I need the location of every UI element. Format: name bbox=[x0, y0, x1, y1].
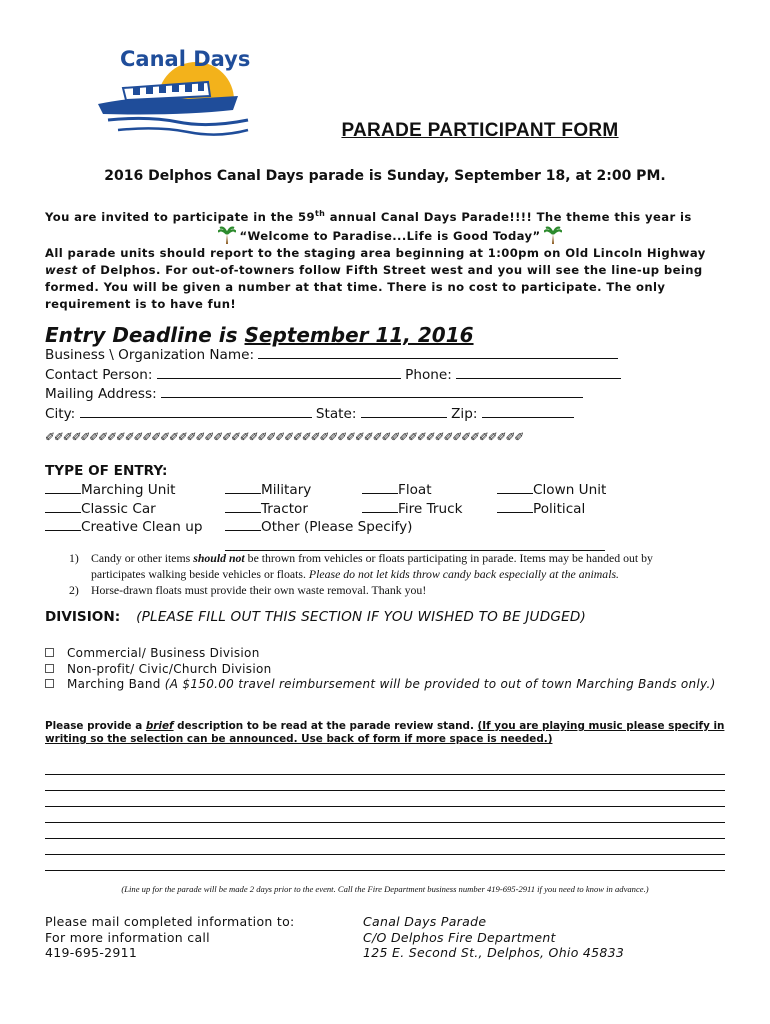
description-line[interactable] bbox=[45, 806, 725, 807]
note-text: Horse-drawn floats must provide their own waste removal. Thank you! bbox=[91, 583, 427, 597]
logo-text: Canal Days bbox=[120, 47, 251, 71]
division-option-label: Commercial/ Business Division bbox=[67, 646, 260, 660]
mailing-address bbox=[363, 914, 624, 961]
intro-text: All parade units should report to the staging area beginning at 1:00pm on Old Lincoln Highway bbox=[45, 245, 706, 260]
intro-sup: th bbox=[314, 209, 326, 218]
palm-tree-icon bbox=[544, 226, 562, 244]
division-heading bbox=[45, 609, 586, 625]
contact-person-field[interactable] bbox=[157, 365, 401, 379]
theme-text: “Welcome to Paradise...Life is Good Today” bbox=[239, 228, 541, 243]
instr-text: description to be read at the parade review stand bbox=[173, 720, 470, 732]
entry-option-label: Fire Truck bbox=[398, 500, 463, 517]
note-italic: Please do not let kids throw candy back especially at the animals. bbox=[308, 567, 620, 581]
entry-option-creative-clean-up[interactable] bbox=[45, 518, 202, 537]
description-instructions bbox=[45, 720, 745, 746]
description-line[interactable] bbox=[45, 822, 725, 823]
entry-option-label: Political bbox=[533, 500, 586, 517]
mailing-label: Mailing Address: bbox=[45, 386, 157, 402]
description-line[interactable] bbox=[45, 838, 725, 839]
instr-text: Please provide a bbox=[45, 720, 146, 732]
business-label: Business \ Organization Name: bbox=[45, 347, 255, 363]
address-line: Canal Days Parade bbox=[363, 914, 487, 929]
instr-emphasis: brief bbox=[145, 720, 174, 732]
phone-field[interactable] bbox=[456, 365, 621, 379]
division-option-commercial[interactable] bbox=[45, 646, 716, 662]
deadline-prefix: Entry Deadline is bbox=[45, 323, 245, 347]
intro-paragraph bbox=[45, 205, 735, 313]
note-emphasis: should not bbox=[193, 551, 245, 565]
entry-option-label: Creative Clean up bbox=[81, 519, 203, 535]
state-field[interactable] bbox=[361, 404, 447, 418]
entry-option-label: Other (Please Specify) bbox=[261, 519, 413, 535]
entry-option-label: Marching Unit bbox=[81, 482, 176, 498]
division-option-nonprofit[interactable] bbox=[45, 662, 716, 678]
entry-option-label: Clown Unit bbox=[533, 482, 607, 498]
entry-option-float[interactable] bbox=[362, 481, 462, 500]
entry-deadline bbox=[45, 323, 474, 347]
address-line: C/O Delphos Fire Department bbox=[363, 929, 556, 945]
entry-option-political[interactable] bbox=[497, 500, 606, 519]
description-line[interactable] bbox=[45, 854, 725, 855]
division-note: (PLEASE FILL OUT THIS SECTION IF YOU WISHED TO BE JUDGED) bbox=[136, 609, 587, 625]
phone-number: 419-695-2911 bbox=[45, 945, 138, 960]
business-name-field[interactable] bbox=[258, 345, 618, 359]
mail-instructions bbox=[45, 914, 295, 961]
intro-text: of Delphos. For out-of-towners follow Fifth Street west and you will see the line-up being bbox=[77, 262, 703, 277]
state-label: State: bbox=[315, 405, 357, 422]
zip-field[interactable] bbox=[482, 404, 574, 418]
city-label: City: bbox=[45, 405, 76, 422]
entry-option-marching-unit[interactable] bbox=[45, 481, 202, 500]
entry-option-other[interactable] bbox=[225, 518, 605, 537]
note-text: participates walking beside vehicles or floats. bbox=[91, 567, 309, 581]
intro-text: formed. You will be given a number at that time. There is no cost to participate. The only bbox=[45, 279, 666, 294]
division-options bbox=[45, 646, 716, 693]
instr-text: . bbox=[469, 720, 478, 732]
entry-option-clown-unit[interactable] bbox=[497, 481, 606, 500]
mail-text: Please mail completed information to: bbox=[45, 914, 295, 929]
decorative-divider: ✐✐✐✐✐✐✐✐✐✐✐✐✐✐✐✐✐✐✐✐✐✐✐✐✐✐✐✐✐✐✐✐✐✐✐✐✐✐✐✐✐✐✐✐✐✐✐✐✐✐✐✐✐✐ bbox=[45, 430, 524, 444]
parade-date-line: 2016 Delphos Canal Days parade is Sunday, September 18, at 2:00 PM. bbox=[104, 168, 666, 184]
address-line: 125 E. Second St., Delphos, Ohio 45833 bbox=[363, 945, 625, 960]
entry-option-classic-car[interactable] bbox=[45, 500, 202, 519]
phone-label: Phone: bbox=[405, 366, 452, 383]
intro-text-west: west bbox=[45, 262, 78, 277]
intro-text: requirement is to have fun! bbox=[45, 296, 237, 311]
note-text: be thrown from vehicles or floats participating in parade. Items may be handed out by bbox=[244, 551, 653, 565]
entry-column-4 bbox=[497, 481, 606, 518]
intro-text: You are invited to participate in the 59 bbox=[45, 209, 315, 224]
division-label: DIVISION: bbox=[45, 609, 121, 625]
checkbox[interactable] bbox=[45, 679, 54, 688]
intro-text: annual Canal Days Parade!!!! The theme this year is bbox=[325, 209, 692, 224]
deadline-date: September 11, 2016 bbox=[244, 323, 474, 347]
instr-note: (If you are playing music please specify in writing so the selection can be announced. Use back of form if more space is needed.) bbox=[45, 720, 725, 745]
checkbox[interactable] bbox=[45, 648, 54, 657]
entry-option-label: Classic Car bbox=[81, 500, 156, 517]
entry-column-1 bbox=[45, 481, 202, 537]
mail-text: For more information call bbox=[45, 929, 210, 945]
division-option-label: Marching Band bbox=[67, 677, 165, 691]
entry-option-label: Military bbox=[261, 482, 312, 498]
note-text: Candy or other items bbox=[91, 551, 194, 565]
page-title: PARADE PARTICIPANT FORM bbox=[341, 120, 619, 141]
checkbox[interactable] bbox=[45, 664, 54, 673]
entry-notes bbox=[45, 550, 735, 598]
entry-option-label: Tractor bbox=[261, 500, 308, 517]
entry-option-fire-truck[interactable] bbox=[362, 500, 462, 519]
city-field[interactable] bbox=[80, 404, 312, 418]
contact-fields bbox=[45, 345, 621, 423]
description-line[interactable] bbox=[45, 774, 725, 775]
contact-label: Contact Person: bbox=[45, 366, 153, 383]
lineup-footnote: (Line up for the parade will be made 2 days prior to the event. Call the Fire Department business number 419-695-2911 if you need to know in advance.) bbox=[121, 884, 649, 894]
description-line[interactable] bbox=[45, 790, 725, 791]
mailing-address-field[interactable] bbox=[161, 384, 583, 398]
note-number: 2) bbox=[69, 583, 79, 597]
division-option-label: Non-profit/ Civic/Church Division bbox=[67, 661, 272, 676]
palm-tree-icon bbox=[218, 226, 236, 244]
zip-label: Zip: bbox=[451, 405, 478, 422]
description-line[interactable] bbox=[45, 870, 725, 871]
entry-option-label: Float bbox=[398, 482, 432, 498]
entry-type-heading: TYPE OF ENTRY: bbox=[45, 463, 168, 479]
entry-column-3 bbox=[362, 481, 462, 518]
note-number: 1) bbox=[69, 551, 79, 565]
band-reimbursement-note: (A $150.00 travel reimbursement will be provided to out of town Marching Bands only.) bbox=[164, 677, 716, 691]
division-option-marching-band[interactable] bbox=[45, 677, 716, 693]
